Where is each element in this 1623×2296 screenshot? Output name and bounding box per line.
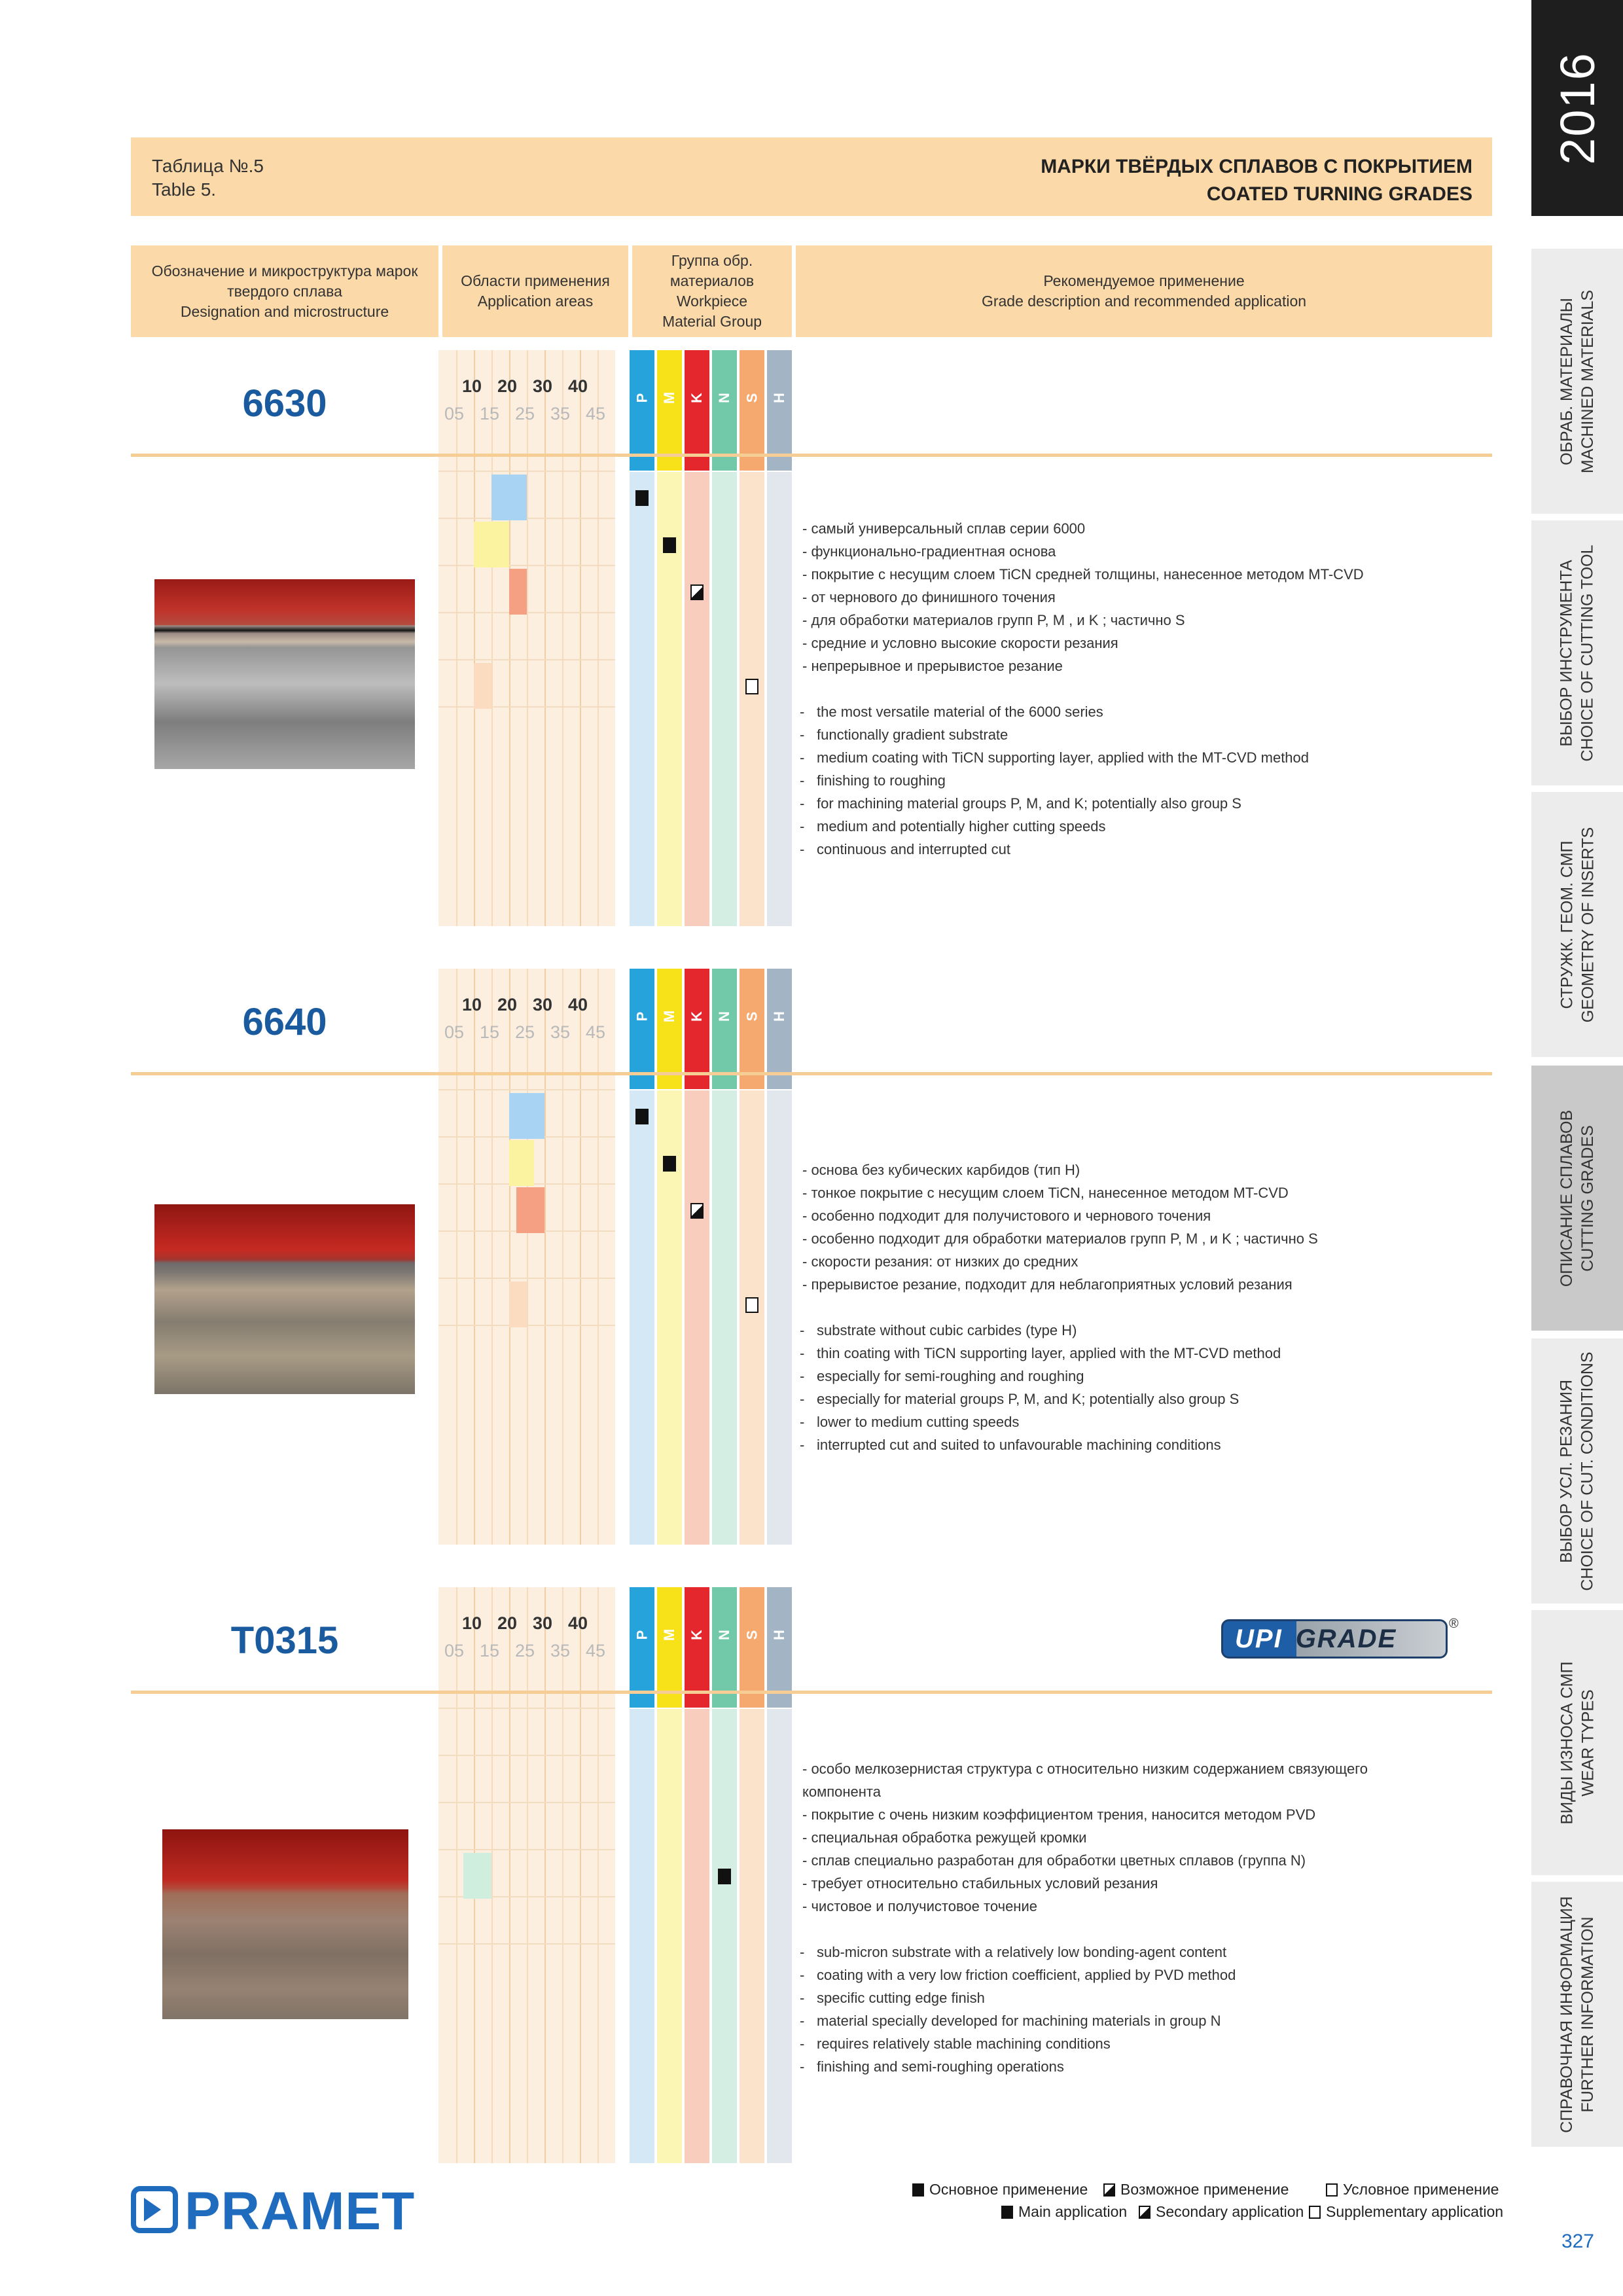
group-letter-P: P <box>633 1011 650 1022</box>
legend-main-ru <box>912 2181 1088 2198</box>
group-letter-N: N <box>715 1630 732 1640</box>
scale-gridline <box>474 969 475 1545</box>
side-tab-en: WEAR TYPES <box>1578 1689 1597 1797</box>
group-letter-K: K <box>688 393 705 403</box>
description-en-line: - lower to medium cutting speeds <box>800 1410 1389 1433</box>
group-column-S <box>740 1090 764 1545</box>
scale-row-divider <box>438 1278 615 1279</box>
scale-row-divider <box>438 1325 615 1326</box>
table-title-ru: МАРКИ ТВЁРДЫХ СПЛАВОВ С ПОКРЫТИЕМ <box>1041 156 1472 177</box>
upigrade-logo <box>1221 1619 1448 1659</box>
scale-tick-top: 20 <box>497 995 518 1014</box>
table-number-en: Table 5. <box>152 179 217 200</box>
scale-gridline <box>509 350 510 926</box>
group-letter-S: S <box>743 1011 760 1022</box>
description-ru-line: - для обработки материалов групп P, M , и K ; частично S <box>802 612 1185 628</box>
scale-tick-bottom: 45 <box>586 1641 606 1660</box>
scale-tick-bottom: 15 <box>480 404 500 423</box>
description-en <box>800 700 1389 861</box>
col-recommended-line-1: Рекомендуемое применение <box>1043 272 1245 289</box>
col-application-line-2: Application areas <box>477 293 594 310</box>
scale-tick-top: 40 <box>568 376 588 396</box>
col-designation-line-1: Обозначение и микроструктура марок <box>151 262 418 279</box>
side-tab-en: CHOICE OF CUT. CONDITIONS <box>1578 1351 1597 1591</box>
description-en-line: - for machining material groups P, M, and K; potentially also group S <box>800 792 1389 815</box>
side-tab-label-1[interactable] <box>1531 520 1623 785</box>
legend-secondary-ru-text: Возможное применение <box>1120 2181 1289 2198</box>
main-application-icon <box>663 1156 676 1172</box>
scale-gridline <box>562 1587 563 2163</box>
group-letter-M: M <box>660 1010 677 1023</box>
side-tab-en: FURTHER INFORMATION <box>1578 1916 1597 2113</box>
microstructure-image <box>154 1204 415 1394</box>
col-group-line-4: Material Group <box>662 313 762 330</box>
description-en-line: - coating with a very low friction coefficient, applied by PVD method <box>800 1964 1389 1986</box>
pramet-logo-text: PRAMET <box>185 2181 416 2241</box>
description-en-line: - specific cutting edge finish <box>800 1986 1389 2009</box>
table-number-ru: Таблица №.5 <box>152 156 264 176</box>
scale-tick-top: 10 <box>462 995 482 1014</box>
table-title <box>1041 153 1472 208</box>
scale-gridline <box>527 1587 528 2163</box>
group-header-M <box>657 969 682 1089</box>
description-ru-line: - требует относительно стабильных условий резания <box>802 1875 1158 1892</box>
group-header-K <box>685 350 709 471</box>
scale-row-divider <box>438 1849 615 1850</box>
application-bar-M <box>509 1140 534 1186</box>
scale-tick-bottom: 05 <box>444 1022 465 1042</box>
description-en-line: - requires relatively stable machining conditions <box>800 2032 1389 2055</box>
description-en-line: - medium coating with TiCN supporting layer, applied with the MT-CVD method <box>800 746 1389 769</box>
group-header-P <box>630 1587 654 1708</box>
scale-gridline <box>527 969 528 1545</box>
col-recommended-line-2: Grade description and recommended application <box>981 293 1307 310</box>
scale-gridline <box>491 969 493 1545</box>
scale-tick-bottom: 35 <box>550 1022 571 1042</box>
column-header-application <box>442 245 628 337</box>
table-title-en: COATED TURNING GRADES <box>1206 183 1472 205</box>
grade-name: 6630 <box>242 382 327 425</box>
group-column-H <box>767 472 792 926</box>
description-en-line: - interrupted cut and suited to unfavourable machining conditions <box>800 1433 1389 1456</box>
upigrade-logo-left: UPI <box>1235 1624 1283 1653</box>
main-application-icon <box>912 2183 924 2197</box>
description-ru-line: - покрытие с очень низким коэффициентом трения, наносится методом PVD <box>802 1806 1316 1823</box>
group-column-P <box>630 1709 654 2163</box>
upigrade-registered: ® <box>1449 1617 1459 1631</box>
description-ru-line: - специальная обработка режущей кромки <box>802 1829 1087 1846</box>
side-tab-en: CHOICE OF CUTTING TOOL <box>1578 544 1597 762</box>
legend-secondary-en <box>1139 2203 1304 2221</box>
scale-tick-bottom: 35 <box>550 1641 571 1660</box>
description-en-line: - material specially developed for machining materials in group N <box>800 2009 1389 2032</box>
group-header-H <box>767 350 792 471</box>
application-bar-S <box>509 1282 527 1327</box>
description-ru-line: - функционально-градиентная основа <box>802 543 1056 560</box>
scale-tick-top: 20 <box>497 376 518 396</box>
description-ru-line: - скорости резания: от низких до средних <box>802 1253 1079 1270</box>
description-en-line: - functionally gradient substrate <box>800 723 1389 746</box>
group-header-M <box>657 1587 682 1708</box>
scale-gridline <box>580 969 581 1545</box>
main-application-icon <box>718 1869 731 1884</box>
group-column-H <box>767 1090 792 1545</box>
side-tab-ru: ВЫБОР ИНСТРУМЕНТА <box>1558 559 1577 747</box>
application-bar-P <box>491 475 527 520</box>
description-ru-line: - самый универсальный сплав серии 6000 <box>802 520 1086 537</box>
scale-tick-bottom: 15 <box>480 1022 500 1042</box>
side-tab-ru: ОБРАБ. МАТЕРИАЛЫ <box>1558 297 1577 465</box>
side-tab-en: MACHINED MATERIALS <box>1578 289 1597 473</box>
description-ru-line: - прерывистое резание, подходит для неблагоприятных условий резания <box>802 1276 1293 1293</box>
col-group-line-3: Workpiece <box>676 293 748 310</box>
side-tab-label-0[interactable] <box>1531 249 1623 514</box>
description-ru <box>802 1757 1391 1918</box>
scale-tick-bottom: 05 <box>444 1641 465 1660</box>
scale-tick-top: 30 <box>533 376 553 396</box>
scale-tick-bottom: 35 <box>550 404 571 423</box>
section-separator <box>131 1691 1492 1694</box>
side-tab-text <box>1556 289 1598 473</box>
microstructure-image <box>154 579 415 769</box>
description-en-line: - substrate without cubic carbides (type H) <box>800 1319 1389 1342</box>
legend-supplementary-en-text: Supplementary application <box>1326 2203 1504 2220</box>
column-header-group <box>632 245 792 337</box>
side-tab-label-6[interactable] <box>1531 1882 1623 2147</box>
scale-gridline <box>580 350 581 926</box>
group-header-N <box>712 350 737 471</box>
group-header-K <box>685 1587 709 1708</box>
group-column-K <box>685 1090 709 1545</box>
description-ru-line: компонента <box>802 1784 881 1800</box>
side-tab-ru: ВИДЫ ИЗНОСА СМП <box>1558 1661 1577 1824</box>
scale-gridline <box>544 1587 546 2163</box>
description-en-line: - finishing to roughing <box>800 769 1389 792</box>
column-header-designation <box>131 245 438 337</box>
group-header-P <box>630 350 654 471</box>
group-header-H <box>767 969 792 1089</box>
description-en-line: - continuous and interrupted cut <box>800 838 1389 861</box>
application-bar-P <box>509 1093 544 1139</box>
side-tab-label-4[interactable] <box>1531 1338 1623 1604</box>
scale-gridline <box>580 1587 581 2163</box>
col-application-line-1: Области применения <box>461 272 610 289</box>
scale-row-divider <box>438 518 615 519</box>
secondary-application-icon <box>690 584 704 600</box>
side-tab-text <box>1556 1896 1598 2133</box>
side-tab-label-2[interactable] <box>1531 792 1623 1057</box>
scale-gridline <box>562 350 563 926</box>
description-ru-line: - особо мелкозернистая структура с относительно низким содержанием связующего <box>802 1761 1368 1777</box>
col-group-line-1: Группа обр. <box>671 252 753 269</box>
scale-row-divider <box>438 1943 615 1945</box>
description-en-line: - medium and potentially higher cutting speeds <box>800 815 1389 838</box>
scale-gridline <box>456 1587 457 2163</box>
scale-row-divider <box>438 1708 615 1709</box>
scale-gridline <box>527 350 528 926</box>
group-letter-K: K <box>688 1630 705 1640</box>
description-en-line: - the most versatile material of the 6000 series <box>800 700 1389 723</box>
side-tab-text <box>1556 545 1598 761</box>
secondary-application-icon <box>690 1203 704 1219</box>
scale-gridline <box>597 1587 599 2163</box>
description-ru-line: - покрытие с несущим слоем TiCN средней толщины, нанесенное методом MT-CVD <box>802 566 1364 583</box>
scale-gridline <box>562 969 563 1545</box>
upigrade-logo-right: GRADE <box>1295 1624 1397 1653</box>
group-letter-N: N <box>715 393 732 403</box>
scale-gridline <box>474 350 475 926</box>
group-column-H <box>767 1709 792 2163</box>
application-bar-M <box>474 522 509 567</box>
scale-tick-bottom: 25 <box>515 404 535 423</box>
supplementary-application-icon <box>1326 2183 1338 2197</box>
side-tab-en: CUTTING GRADES <box>1578 1124 1597 1272</box>
secondary-application-icon <box>1139 2206 1150 2219</box>
scale-tick-bottom: 25 <box>515 1022 535 1042</box>
scale-tick-top: 10 <box>462 1613 482 1633</box>
col-designation-line-3: Designation and microstructure <box>180 302 389 320</box>
scale-row-divider <box>438 471 615 472</box>
description-ru-line: - основа без кубических карбидов (тип H) <box>802 1162 1080 1178</box>
group-column-P <box>630 1090 654 1545</box>
page-number: 327 <box>1561 2231 1594 2252</box>
scale-gridline <box>491 1587 493 2163</box>
scale-row-divider <box>438 706 615 708</box>
pramet-logo-icon <box>131 2186 178 2233</box>
side-tab-ru: СПРАВОЧНАЯ ИНФОРМАЦИЯ <box>1558 1895 1576 2133</box>
group-header-N <box>712 1587 737 1708</box>
description-ru <box>802 1158 1391 1296</box>
supplementary-application-icon <box>745 1297 758 1313</box>
scale-tick-bottom: 45 <box>586 404 606 423</box>
scale-gridline <box>456 350 457 926</box>
description-en-line: - thin coating with TiCN supporting layer, applied with the MT-CVD method <box>800 1342 1389 1365</box>
legend-main-en-text: Main application <box>1018 2203 1128 2220</box>
group-column-M <box>657 1709 682 2163</box>
side-tab-label-5[interactable] <box>1531 1610 1623 1875</box>
scale-tick-top: 30 <box>533 995 553 1014</box>
group-column-K <box>685 1709 709 2163</box>
scale-tick-top: 40 <box>568 1613 588 1633</box>
scale-tick-top: 40 <box>568 995 588 1014</box>
group-letter-P: P <box>633 393 650 403</box>
group-letter-S: S <box>743 393 760 403</box>
supplementary-application-icon <box>745 679 758 694</box>
description-en <box>800 1319 1389 1456</box>
group-letter-N: N <box>715 1011 732 1022</box>
group-letter-H: H <box>770 1630 787 1640</box>
side-tab-ru: ОПИСАНИЕ СПЛАВОВ <box>1558 1109 1576 1287</box>
legend-supplementary-ru-text: Условное применение <box>1343 2181 1499 2198</box>
description-ru-line: - непрерывное и прерывистое резание <box>802 658 1063 674</box>
scale-tick-bottom: 45 <box>586 1022 606 1042</box>
scale-tick-top: 10 <box>462 376 482 396</box>
section-separator <box>131 454 1492 457</box>
group-letter-K: K <box>688 1011 705 1022</box>
description-en-line: - finishing and semi-roughing operations <box>800 2055 1389 2078</box>
group-column-N <box>712 472 737 926</box>
group-header-H <box>767 1587 792 1708</box>
side-tab-ru: СТРУЖК. ГЕОМ. СМП <box>1558 840 1577 1009</box>
description-en-line: - especially for material groups P, M, and K; potentially also group S <box>800 1388 1389 1410</box>
description-ru <box>802 517 1391 677</box>
side-tab-en: GEOMETRY OF INSERTS <box>1578 827 1597 1022</box>
main-application-icon <box>1001 2206 1013 2219</box>
side-tab-text <box>1556 1109 1598 1286</box>
legend-secondary-ru <box>1103 2181 1289 2198</box>
description-ru-line: - тонкое покрытие с несущим слоем TiCN, нанесенное методом MT-CVD <box>802 1185 1289 1201</box>
year-text: 2016 <box>1550 51 1605 165</box>
scale-row-divider <box>438 565 615 566</box>
group-header-M <box>657 350 682 471</box>
scale-gridline <box>509 969 510 1545</box>
group-header-S <box>740 350 764 471</box>
legend-main-en <box>1001 2203 1127 2221</box>
side-tab-ru: ВЫБОР УСЛ. РЕЗАНИЯ <box>1558 1379 1577 1563</box>
legend-supplementary-ru <box>1326 2181 1499 2198</box>
group-column-S <box>740 472 764 926</box>
scale-row-divider <box>438 1089 615 1090</box>
legend-supplementary-en <box>1309 2203 1503 2221</box>
group-header-K <box>685 969 709 1089</box>
description-en <box>800 1941 1389 2078</box>
legend-secondary-en-text: Secondary application <box>1156 2203 1304 2220</box>
scale-gridline <box>597 969 599 1545</box>
application-bar-K <box>516 1187 544 1233</box>
description-en-line: - especially for semi-roughing and roughing <box>800 1365 1389 1388</box>
scale-gridline <box>509 1587 510 2163</box>
scale-gridline <box>456 969 457 1545</box>
group-column-P <box>630 472 654 926</box>
side-tab-text <box>1556 1352 1598 1590</box>
scale-tick-top: 20 <box>497 1613 518 1633</box>
scale-gridline <box>491 350 493 926</box>
group-letter-S: S <box>743 1630 760 1640</box>
side-tab-text <box>1556 1661 1598 1824</box>
scale-tick-bottom: 15 <box>480 1641 500 1660</box>
description-ru-line: - средние и условно высокие скорости резания <box>802 635 1118 651</box>
microstructure-image <box>162 1829 408 2019</box>
description-ru-line: - особенно подходит для обработки материалов групп P, M , и K ; частично S <box>802 1230 1318 1247</box>
group-letter-M: M <box>660 391 677 404</box>
legend-main-ru-text: Основное применение <box>929 2181 1088 2198</box>
table-number <box>152 154 264 202</box>
scale-row-divider <box>438 659 615 660</box>
scale-row-divider <box>438 1802 615 1803</box>
secondary-application-icon <box>1103 2183 1115 2197</box>
main-application-icon <box>635 1109 649 1124</box>
group-header-S <box>740 1587 764 1708</box>
scale-row-divider <box>438 612 615 613</box>
main-application-icon <box>635 490 649 506</box>
description-ru-line: - от чернового до финишного точения <box>802 589 1056 605</box>
main-application-icon <box>663 537 676 553</box>
description-en-line: - sub-micron substrate with a relatively low bonding-agent content <box>800 1941 1389 1964</box>
application-bar-N <box>463 1853 491 1899</box>
group-column-N <box>712 1709 737 2163</box>
group-letter-P: P <box>633 1630 650 1640</box>
description-ru-line: - чистовое и получистовое точение <box>802 1898 1037 1914</box>
description-ru-line: - сплав специально разработан для обработки цветных сплавов (группа N) <box>802 1852 1306 1869</box>
group-column-S <box>740 1709 764 2163</box>
grade-name: T0315 <box>230 1619 339 1662</box>
group-letter-M: M <box>660 1628 677 1641</box>
side-tab-text <box>1556 827 1598 1022</box>
scale-tick-top: 30 <box>533 1613 553 1633</box>
group-header-S <box>740 969 764 1089</box>
scale-row-divider <box>438 1755 615 1756</box>
scale-gridline <box>544 350 546 926</box>
scale-tick-bottom: 25 <box>515 1641 535 1660</box>
side-tab-label-3[interactable] <box>1531 1066 1623 1331</box>
scale-tick-bottom: 05 <box>444 404 465 423</box>
supplementary-application-icon <box>1309 2206 1321 2219</box>
grade-name: 6640 <box>242 1001 327 1043</box>
group-header-N <box>712 969 737 1089</box>
group-header-P <box>630 969 654 1089</box>
group-letter-H: H <box>770 1011 787 1022</box>
scale-gridline <box>544 969 546 1545</box>
section-separator <box>131 1072 1492 1075</box>
scale-gridline <box>597 350 599 926</box>
col-group-line-2: материалов <box>669 272 755 289</box>
group-column-N <box>712 1090 737 1545</box>
application-bar-S <box>474 663 491 709</box>
col-designation-line-2: твердого сплава <box>227 282 342 300</box>
group-letter-H: H <box>770 393 787 403</box>
application-bar-K <box>509 569 527 615</box>
year-label <box>1531 0 1623 216</box>
group-column-K <box>685 472 709 926</box>
description-ru-line: - особенно подходит для получистового и чернового точения <box>802 1208 1211 1224</box>
column-header-recommended <box>796 245 1492 337</box>
